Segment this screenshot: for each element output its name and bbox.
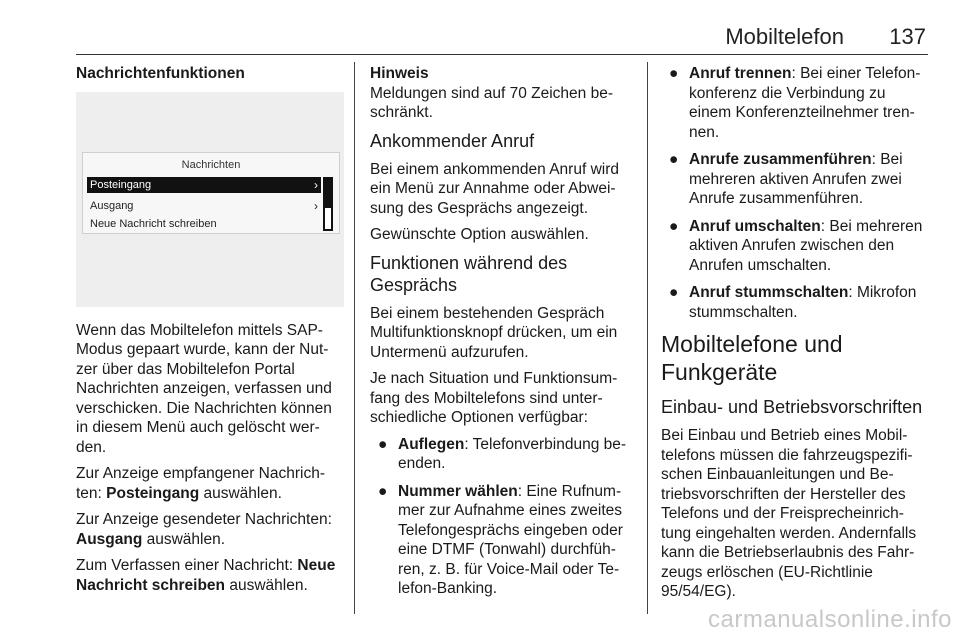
list-item: ● Anruf trennen: Bei einer Telefon-konferenz die Verbindung zu einem Konferenzteilnehmer tren-nen. <box>669 65 921 141</box>
page-header <box>76 22 928 55</box>
display-figure <box>76 92 344 307</box>
list-item: ● Nummer wählen: Eine Rufnum-mer zur Aufnahme eines zweites Telefongesprächs eingeben oder eine DTMF (Tonwahl) durchfüh-ren, z. B. für Voice-Mail oder Te-lefon-Banking. <box>378 482 623 597</box>
bullet-icon: ● <box>378 435 388 453</box>
watermark: carmanualsonline.info <box>708 606 952 633</box>
paragraph: Bei einem ankommenden Anruf wird ein Menü zur Annahme oder Abwei-sung des Gesprächs angezeigt. <box>370 160 619 217</box>
bullet-icon: ● <box>669 65 679 82</box>
menu-item-ausgang[interactable] <box>87 198 321 214</box>
option-list <box>661 64 929 322</box>
menu-item-label: Posteingang <box>90 178 152 191</box>
section-heading: Funktionen während des Gesprächs <box>370 252 568 295</box>
bullet-icon: ● <box>669 217 679 235</box>
menu-item-neue-nachricht[interactable] <box>87 216 321 232</box>
chevron-right-icon: › <box>314 177 318 192</box>
bullet-icon: ● <box>669 151 679 168</box>
screen-title: Nachrichten <box>181 158 241 171</box>
column-3 <box>661 64 929 609</box>
display-screen <box>82 152 340 234</box>
paragraph: Bei einem bestehenden Gespräch Multifunktionsknopf drücken, um ein Untermenü aufzurufen. <box>370 304 618 361</box>
page-number: 137 <box>889 24 926 49</box>
paragraph: Wenn das Mobiltelefon mittels SAP-Modus gepaart wurde, kann der Nut-zer über das Mobiltelefon Portal Nachrichten anzeigen, verfassen und verschicken. Die Nachrichten können in diesem Menü auch gelöscht wer-den. <box>76 321 332 456</box>
note-title: Hinweis <box>370 65 429 82</box>
column-divider <box>354 62 355 614</box>
menu-item-label: Neue Nachricht schreiben <box>90 217 217 230</box>
list-item: ● Anrufe zusammenführen: Bei mehreren aktiven Anrufen zwei Anrufe zusammenführen. <box>669 151 903 207</box>
paragraph: Je nach Situation und Funktionsum-fang des Mobiltelefons sind unter-schiedliche Optionen verfügbar: <box>370 370 618 426</box>
paragraph: Gewünschte Option auswählen. <box>370 226 589 243</box>
column-2 <box>370 64 632 607</box>
paragraph: Bei Einbau und Betrieb eines Mobil-telefons müssen die fahrzeugspezifi-schen Einbauanleitungen und Be-triebsvorschriften der Hersteller des Telefons und der Freisprecheinrich-tung eingehalten werden. Andernfalls kann die Betriebserlaubnis des Fahr-zeugs erlöschen (EU-Richtlinie 95/54/EG). <box>661 427 917 600</box>
column-1 <box>76 64 344 602</box>
note-text: Meldungen sind auf 70 Zeichen be-schränkt. <box>370 84 613 121</box>
list-item: ● Auflegen: Telefonverbindung be-enden. <box>378 435 627 472</box>
paragraph: Zur Anzeige empfangener Nachrich-ten: Posteingang auswählen. <box>76 465 325 502</box>
option-list <box>370 435 632 599</box>
paragraph: Zum Verfassen einer Nachricht: Neue Nachricht schreiben auswählen. <box>76 557 336 594</box>
menu-item-label: Ausgang <box>90 199 134 212</box>
scrollbar[interactable] <box>323 177 333 231</box>
page-title: Mobiltelefon <box>725 24 844 49</box>
section-heading: Nachrichtenfunktionen <box>76 65 245 82</box>
list-item: ● Anruf umschalten: Bei mehreren aktiven Anrufen zwischen den Anrufen umschalten. <box>669 217 923 274</box>
paragraph: Zur Anzeige gesendeter Nachrichten: Ausgang auswählen. <box>76 511 332 548</box>
bullet-icon: ● <box>378 482 388 500</box>
chapter-heading: Mobiltelefone und Funkgeräte <box>661 331 843 385</box>
chevron-right-icon: › <box>314 198 318 213</box>
bullet-icon: ● <box>669 284 679 301</box>
section-heading: Ankommender Anruf <box>370 130 535 151</box>
menu-item-posteingang[interactable] <box>87 177 321 193</box>
column-divider <box>647 62 648 614</box>
list-item: ● Anruf stummschalten: Mikrofon stummschalten. <box>669 284 917 321</box>
section-heading: Einbau- und Betriebsvorschriften <box>661 397 923 417</box>
